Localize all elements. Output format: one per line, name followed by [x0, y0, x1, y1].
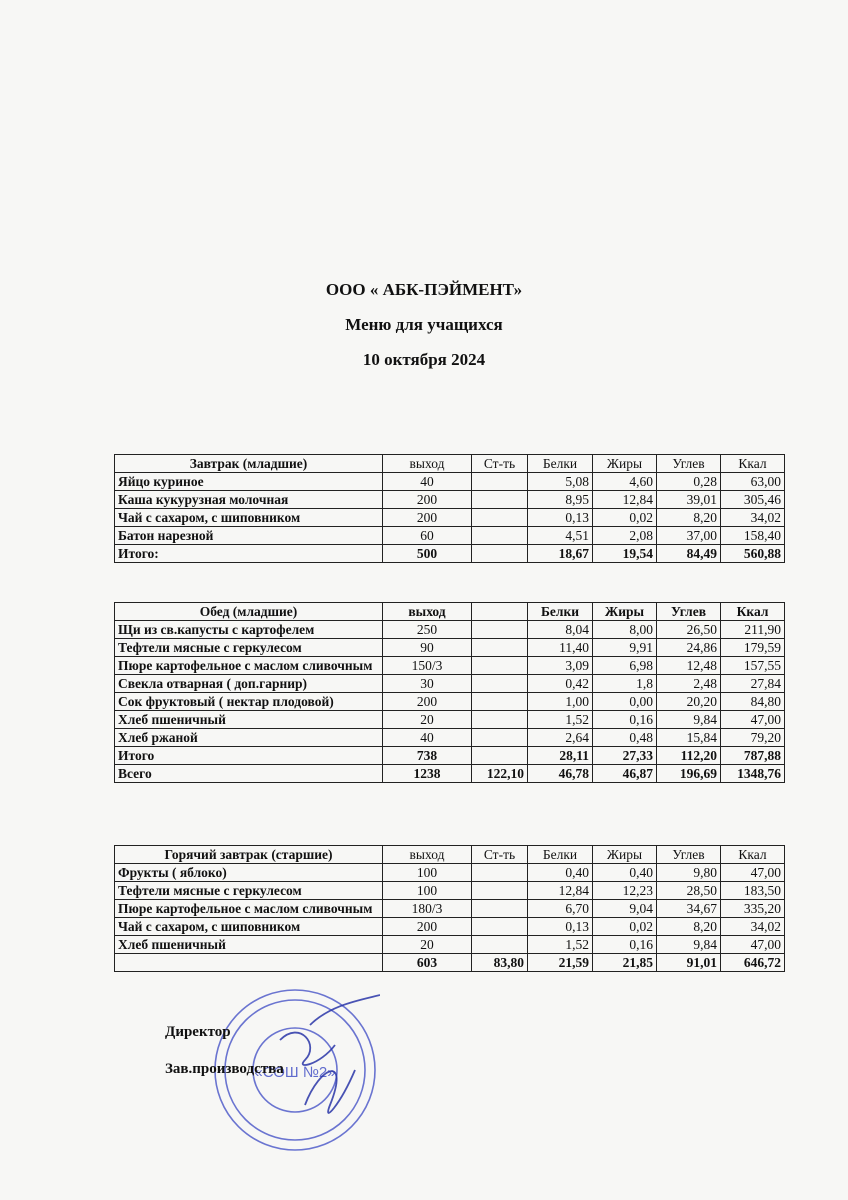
grand-total-protein: 46,78: [528, 765, 593, 783]
total-price: [472, 747, 528, 765]
header-cell: Ст-ть: [472, 846, 528, 864]
header-cell: Ккал: [721, 603, 785, 621]
header-cell: Углев: [657, 846, 721, 864]
grand-total-kcal: 1348,76: [721, 765, 785, 783]
grand-total-label: Всего: [115, 765, 383, 783]
portion: 20: [383, 936, 472, 954]
dish-name: Чай с сахаром, с шиповником: [115, 509, 383, 527]
total-portion: 603: [383, 954, 472, 972]
section-title: Завтрак (младшие): [115, 455, 383, 473]
price: [472, 675, 528, 693]
portion: 30: [383, 675, 472, 693]
header-cell: Ккал: [721, 846, 785, 864]
dish-name: Тефтели мясные с геркулесом: [115, 639, 383, 657]
portion: 150/3: [383, 657, 472, 675]
table-header-row: [115, 846, 785, 864]
table-row: [115, 900, 785, 918]
fat: 12,84: [593, 491, 657, 509]
total-kcal: 646,72: [721, 954, 785, 972]
total-portion: 738: [383, 747, 472, 765]
kcal: 79,20: [721, 729, 785, 747]
dish-name: Чай с сахаром, с шиповником: [115, 918, 383, 936]
total-row: [115, 545, 785, 563]
table-row: [115, 936, 785, 954]
protein: 3,09: [528, 657, 593, 675]
dish-name: Тефтели мясные с геркулесом: [115, 882, 383, 900]
table-row: [115, 864, 785, 882]
kcal: 63,00: [721, 473, 785, 491]
total-fat: 19,54: [593, 545, 657, 563]
table-header-row: [115, 455, 785, 473]
fat: 0,00: [593, 693, 657, 711]
dish-name: Хлеб пшеничный: [115, 936, 383, 954]
carbs: 12,48: [657, 657, 721, 675]
fat: 0,40: [593, 864, 657, 882]
kcal: 183,50: [721, 882, 785, 900]
kcal: 47,00: [721, 936, 785, 954]
table-row: [115, 621, 785, 639]
total-price: 83,80: [472, 954, 528, 972]
section-title: Обед (младшие): [115, 603, 383, 621]
header-cell: Углев: [657, 455, 721, 473]
price: [472, 509, 528, 527]
grand-total-carbs: 196,69: [657, 765, 721, 783]
dish-name: Пюре картофельное с маслом сливочным: [115, 900, 383, 918]
dish-name: Фрукты ( яблоко): [115, 864, 383, 882]
grand-total-portion: 1238: [383, 765, 472, 783]
protein: 6,70: [528, 900, 593, 918]
fat: 9,04: [593, 900, 657, 918]
dish-name: Хлеб пшеничный: [115, 711, 383, 729]
carbs: 20,20: [657, 693, 721, 711]
price: [472, 693, 528, 711]
price: [472, 621, 528, 639]
director-label: Директор: [165, 1024, 231, 1040]
dish-name: Свекла отварная ( доп.гарнир): [115, 675, 383, 693]
portion: 180/3: [383, 900, 472, 918]
total-carbs: 112,20: [657, 747, 721, 765]
fat: 12,23: [593, 882, 657, 900]
dish-name: Пюре картофельное с маслом сливочным: [115, 657, 383, 675]
protein: 0,13: [528, 918, 593, 936]
carbs: 26,50: [657, 621, 721, 639]
table-row: [115, 473, 785, 491]
portion: 60: [383, 527, 472, 545]
table-row: [115, 729, 785, 747]
table-header-row: [115, 603, 785, 621]
kcal: 335,20: [721, 900, 785, 918]
kcal: 305,46: [721, 491, 785, 509]
carbs: 8,20: [657, 918, 721, 936]
total-fat: 27,33: [593, 747, 657, 765]
price: [472, 900, 528, 918]
dish-name: Сок фруктовый ( нектар плодовой): [115, 693, 383, 711]
kcal: 84,80: [721, 693, 785, 711]
dish-name: Яйцо куриное: [115, 473, 383, 491]
table-row: [115, 882, 785, 900]
header-cell: Белки: [528, 603, 593, 621]
carbs: 9,80: [657, 864, 721, 882]
kcal: 27,84: [721, 675, 785, 693]
total-portion: 500: [383, 545, 472, 563]
protein: 1,52: [528, 711, 593, 729]
price: [472, 936, 528, 954]
price: [472, 657, 528, 675]
portion: 200: [383, 918, 472, 936]
kcal: 157,55: [721, 657, 785, 675]
total-label: Итого: [115, 747, 383, 765]
price: [472, 639, 528, 657]
production-head-label: Зав.производства: [165, 1061, 284, 1077]
table-row: [115, 491, 785, 509]
header-cell: выход: [383, 603, 472, 621]
kcal: 211,90: [721, 621, 785, 639]
fat: 1,8: [593, 675, 657, 693]
stamp-text: «СОШ №2»: [254, 1064, 336, 1081]
lunch-junior-table: [114, 602, 785, 783]
price: [472, 882, 528, 900]
total-fat: 21,85: [593, 954, 657, 972]
kcal: 47,00: [721, 864, 785, 882]
table-row: [115, 639, 785, 657]
total-protein: 28,11: [528, 747, 593, 765]
carbs: 28,50: [657, 882, 721, 900]
carbs: 39,01: [657, 491, 721, 509]
total-protein: 18,67: [528, 545, 593, 563]
kcal: 34,02: [721, 509, 785, 527]
portion: 250: [383, 621, 472, 639]
fat: 6,98: [593, 657, 657, 675]
protein: 12,84: [528, 882, 593, 900]
total-kcal: 560,88: [721, 545, 785, 563]
grand-total-price: 122,10: [472, 765, 528, 783]
price: [472, 473, 528, 491]
grand-total-fat: 46,87: [593, 765, 657, 783]
total-kcal: 787,88: [721, 747, 785, 765]
fat: 0,02: [593, 918, 657, 936]
table-row: [115, 527, 785, 545]
carbs: 9,84: [657, 936, 721, 954]
table-row: [115, 711, 785, 729]
company-name: ООО « АБК-ПЭЙМЕНТ»: [325, 280, 523, 299]
total-carbs: 84,49: [657, 545, 721, 563]
header-cell: выход: [383, 846, 472, 864]
table-row: [115, 693, 785, 711]
portion: 90: [383, 639, 472, 657]
protein: 8,04: [528, 621, 593, 639]
section-title: Горячий завтрак (старшие): [115, 846, 383, 864]
fat: 0,02: [593, 509, 657, 527]
table-row: [115, 657, 785, 675]
protein: 0,42: [528, 675, 593, 693]
kcal: 179,59: [721, 639, 785, 657]
kcal: 34,02: [721, 918, 785, 936]
price: [472, 527, 528, 545]
protein: 11,40: [528, 639, 593, 657]
total-protein: 21,59: [528, 954, 593, 972]
header-cell: Ст-ть: [472, 455, 528, 473]
total-carbs: 91,01: [657, 954, 721, 972]
total-row: [115, 954, 785, 972]
protein: 8,95: [528, 491, 593, 509]
total-price: [472, 545, 528, 563]
grand-total-row: [115, 765, 785, 783]
table-row: [115, 509, 785, 527]
dish-name: Щи из св.капусты с картофелем: [115, 621, 383, 639]
breakfast-junior-table: [114, 454, 785, 563]
portion: 100: [383, 864, 472, 882]
fat: 9,91: [593, 639, 657, 657]
carbs: 9,84: [657, 711, 721, 729]
kcal: 158,40: [721, 527, 785, 545]
hot-breakfast-senior-table: [114, 845, 785, 972]
carbs: 15,84: [657, 729, 721, 747]
carbs: 0,28: [657, 473, 721, 491]
header-cell: Белки: [528, 846, 593, 864]
header-cell: Ккал: [721, 455, 785, 473]
document-subtitle: Меню для учащихся: [345, 315, 503, 334]
total-label: [115, 954, 383, 972]
protein: 1,00: [528, 693, 593, 711]
total-label: Итого:: [115, 545, 383, 563]
carbs: 2,48: [657, 675, 721, 693]
protein: 0,13: [528, 509, 593, 527]
protein: 5,08: [528, 473, 593, 491]
header-cell: [472, 603, 528, 621]
price: [472, 918, 528, 936]
dish-name: Батон нарезной: [115, 527, 383, 545]
protein: 1,52: [528, 936, 593, 954]
price: [472, 711, 528, 729]
price: [472, 864, 528, 882]
fat: 0,48: [593, 729, 657, 747]
dish-name: Хлеб ржаной: [115, 729, 383, 747]
fat: 0,16: [593, 711, 657, 729]
portion: 200: [383, 509, 472, 527]
table-row: [115, 675, 785, 693]
dish-name: Каша кукурузная молочная: [115, 491, 383, 509]
protein: 2,64: [528, 729, 593, 747]
carbs: 8,20: [657, 509, 721, 527]
carbs: 37,00: [657, 527, 721, 545]
header-cell: Жиры: [593, 603, 657, 621]
portion: 100: [383, 882, 472, 900]
fat: 8,00: [593, 621, 657, 639]
header-cell: выход: [383, 455, 472, 473]
header-cell: Жиры: [593, 455, 657, 473]
portion: 40: [383, 473, 472, 491]
kcal: 47,00: [721, 711, 785, 729]
portion: 40: [383, 729, 472, 747]
fat: 4,60: [593, 473, 657, 491]
fat: 0,16: [593, 936, 657, 954]
protein: 4,51: [528, 527, 593, 545]
menu-date: 10 октября 2024: [362, 350, 486, 369]
header-cell: Углев: [657, 603, 721, 621]
portion: 200: [383, 491, 472, 509]
carbs: 34,67: [657, 900, 721, 918]
table-row: [115, 918, 785, 936]
portion: 20: [383, 711, 472, 729]
portion: 200: [383, 693, 472, 711]
price: [472, 491, 528, 509]
total-row: [115, 747, 785, 765]
protein: 0,40: [528, 864, 593, 882]
header-cell: Жиры: [593, 846, 657, 864]
header-cell: Белки: [528, 455, 593, 473]
carbs: 24,86: [657, 639, 721, 657]
fat: 2,08: [593, 527, 657, 545]
price: [472, 729, 528, 747]
